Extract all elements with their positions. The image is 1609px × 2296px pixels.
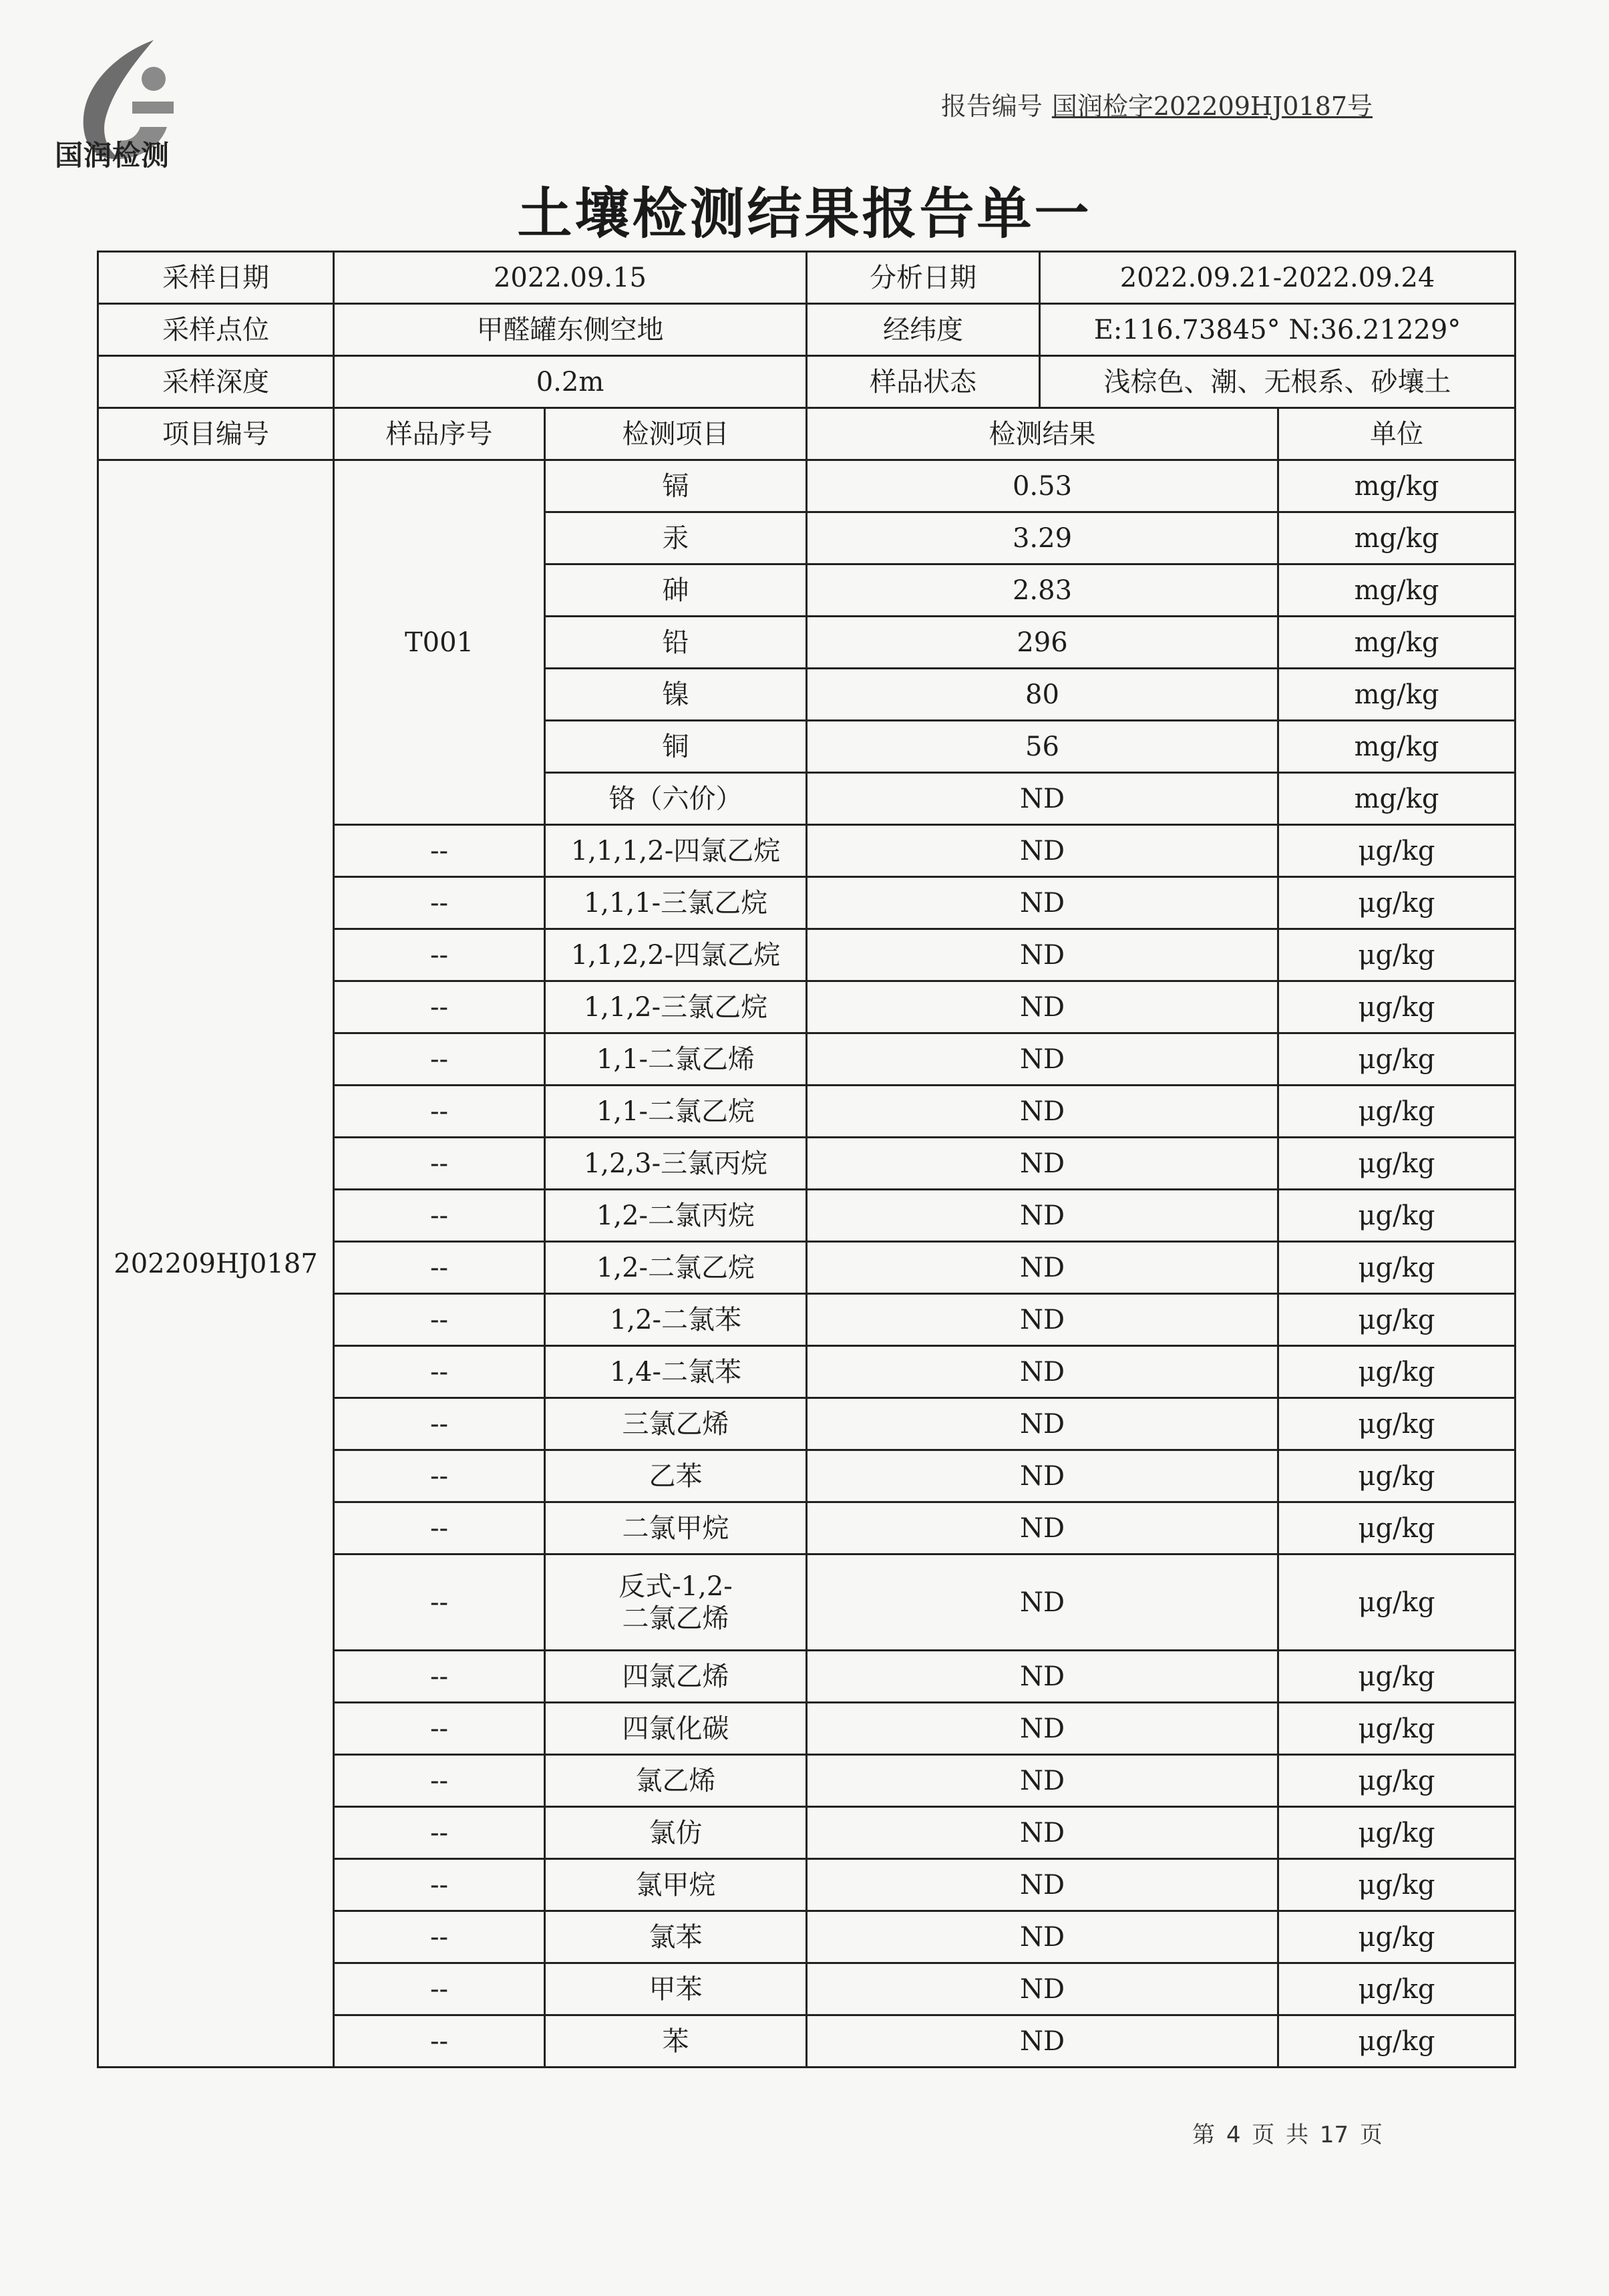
unit-cell: μg/kg xyxy=(1278,1651,1515,1703)
sample-number-cell: -- xyxy=(334,1502,545,1554)
item-cell: 汞 xyxy=(545,512,807,564)
unit-cell: μg/kg xyxy=(1278,1398,1515,1450)
unit-cell: mg/kg xyxy=(1278,773,1515,825)
unit-cell: μg/kg xyxy=(1278,981,1515,1033)
unit-cell: μg/kg xyxy=(1278,1807,1515,1859)
result-cell: 80 xyxy=(807,669,1278,721)
item-cell: 四氯化碳 xyxy=(545,1703,807,1755)
item-cell: 三氯乙烯 xyxy=(545,1398,807,1450)
footer-prefix: 第 xyxy=(1192,2122,1215,2148)
sample-number-cell: -- xyxy=(334,981,545,1033)
result-cell: ND xyxy=(807,1086,1278,1138)
location-label: 采样点位 xyxy=(98,304,334,356)
item-cell xyxy=(545,1554,807,1651)
item-cell: 1,1,1-三氯乙烷 xyxy=(545,877,807,929)
result-cell: ND xyxy=(807,2015,1278,2068)
unit-cell: μg/kg xyxy=(1278,929,1515,981)
item-cell: 乙苯 xyxy=(545,1450,807,1502)
result-cell: 296 xyxy=(807,617,1278,669)
result-cell: ND xyxy=(807,1502,1278,1554)
sample-number-cell: -- xyxy=(334,1963,545,2015)
sample-number-cell: -- xyxy=(334,1859,545,1911)
unit-cell: μg/kg xyxy=(1278,1502,1515,1554)
item-line: 反式-1,2- xyxy=(618,1571,733,1602)
result-cell: ND xyxy=(807,1703,1278,1755)
column-header-result: 检测结果 xyxy=(807,408,1278,460)
item-cell: 镍 xyxy=(545,669,807,721)
item-cell: 氯仿 xyxy=(545,1807,807,1859)
unit-cell: μg/kg xyxy=(1278,1859,1515,1911)
result-cell: ND xyxy=(807,1859,1278,1911)
result-cell: ND xyxy=(807,1911,1278,1963)
unit-cell: mg/kg xyxy=(1278,669,1515,721)
result-cell: ND xyxy=(807,877,1278,929)
sample-number-cell: -- xyxy=(334,1242,545,1294)
result-cell: ND xyxy=(807,773,1278,825)
sampling-date-label: 采样日期 xyxy=(98,252,334,304)
sample-number-cell: -- xyxy=(334,877,545,929)
result-cell: 2.83 xyxy=(807,564,1278,617)
result-cell: ND xyxy=(807,1294,1278,1346)
unit-cell: μg/kg xyxy=(1278,1138,1515,1190)
info-row-depth xyxy=(98,356,1515,408)
info-row-location xyxy=(98,304,1515,356)
report-number-label: 报告编号 xyxy=(940,92,1043,121)
column-header-item: 检测项目 xyxy=(545,408,807,460)
sample-number-cell: -- xyxy=(334,1138,545,1190)
analysis-date-value: 2022.09.21-2022.09.24 xyxy=(1040,252,1515,304)
coords-label: 经纬度 xyxy=(807,304,1040,356)
column-header-sample-no: 样品序号 xyxy=(334,408,545,460)
page-footer xyxy=(1192,2116,1383,2149)
result-cell: ND xyxy=(807,1554,1278,1651)
column-header-unit: 单位 xyxy=(1278,408,1515,460)
footer-text: 共 xyxy=(1286,2122,1309,2148)
result-cell: ND xyxy=(807,1346,1278,1398)
unit-cell: mg/kg xyxy=(1278,512,1515,564)
unit-cell: μg/kg xyxy=(1278,1963,1515,2015)
sample-number-cell: -- xyxy=(334,1755,545,1807)
result-cell: ND xyxy=(807,1807,1278,1859)
item-cell: 1,2-二氯苯 xyxy=(545,1294,807,1346)
depth-value: 0.2m xyxy=(334,356,807,408)
sample-number-cell: -- xyxy=(334,1911,545,1963)
footer-total-pages: 17 xyxy=(1319,2122,1349,2148)
item-cell: 1,1,2,2-四氯乙烷 xyxy=(545,929,807,981)
sample-number-cell: -- xyxy=(334,825,545,877)
item-cell: 氯乙烯 xyxy=(545,1755,807,1807)
result-cell: ND xyxy=(807,1190,1278,1242)
sample-number-cell: -- xyxy=(334,1346,545,1398)
item-cell: 1,1-二氯乙烯 xyxy=(545,1033,807,1086)
result-cell: ND xyxy=(807,1651,1278,1703)
footer-text: 页 xyxy=(1252,2122,1275,2148)
unit-cell: μg/kg xyxy=(1278,1755,1515,1807)
sample-number-cell: -- xyxy=(334,1398,545,1450)
unit-cell: μg/kg xyxy=(1278,1294,1515,1346)
result-cell: ND xyxy=(807,1242,1278,1294)
item-cell: 1,1,2-三氯乙烷 xyxy=(545,981,807,1033)
logo-text: 国润检测 xyxy=(55,139,170,172)
unit-cell: mg/kg xyxy=(1278,460,1515,512)
unit-cell: μg/kg xyxy=(1278,877,1515,929)
sampling-date-value: 2022.09.15 xyxy=(334,252,807,304)
item-cell: 二氯甲烷 xyxy=(545,1502,807,1554)
item-cell: 1,2,3-三氯丙烷 xyxy=(545,1138,807,1190)
result-cell: ND xyxy=(807,1398,1278,1450)
item-cell: 镉 xyxy=(545,460,807,512)
unit-cell: μg/kg xyxy=(1278,1190,1515,1242)
item-cell: 铬（六价） xyxy=(545,773,807,825)
unit-cell: μg/kg xyxy=(1278,825,1515,877)
item-line: 二氯乙烯 xyxy=(622,1603,729,1634)
item-cell: 甲苯 xyxy=(545,1963,807,2015)
footer-text: 页 xyxy=(1359,2122,1383,2148)
unit-cell: μg/kg xyxy=(1278,1703,1515,1755)
info-row-dates xyxy=(98,252,1515,304)
item-cell: 氯苯 xyxy=(545,1911,807,1963)
unit-cell: μg/kg xyxy=(1278,1450,1515,1502)
sample-number-cell: -- xyxy=(334,1190,545,1242)
report-number xyxy=(941,86,1373,122)
item-cell: 砷 xyxy=(545,564,807,617)
analysis-date-label: 分析日期 xyxy=(807,252,1040,304)
table-row xyxy=(98,460,1515,512)
report-number-value: 国润检字202209HJ0187号 xyxy=(1051,92,1373,121)
unit-cell: mg/kg xyxy=(1278,721,1515,773)
sample-number-cell: T001 xyxy=(334,460,545,825)
result-cell: ND xyxy=(807,1138,1278,1190)
state-label: 样品状态 xyxy=(807,356,1040,408)
sample-number-cell: -- xyxy=(334,2015,545,2068)
sample-number-cell: -- xyxy=(334,1033,545,1086)
item-cell: 苯 xyxy=(545,2015,807,2068)
item-cell: 1,1,1,2-四氯乙烷 xyxy=(545,825,807,877)
project-number-cell: 202209HJ0187 xyxy=(98,460,334,2068)
unit-cell: μg/kg xyxy=(1278,1242,1515,1294)
sample-number-cell: -- xyxy=(334,1807,545,1859)
results-table xyxy=(97,251,1516,2068)
item-cell: 四氯乙烯 xyxy=(545,1651,807,1703)
unit-cell: μg/kg xyxy=(1278,1346,1515,1398)
item-cell: 1,4-二氯苯 xyxy=(545,1346,807,1398)
item-cell: 1,1-二氯乙烷 xyxy=(545,1086,807,1138)
sample-number-cell: -- xyxy=(334,1703,545,1755)
result-cell: 0.53 xyxy=(807,460,1278,512)
result-cell: ND xyxy=(807,1755,1278,1807)
unit-cell: mg/kg xyxy=(1278,617,1515,669)
coords-value: E:116.73845° N:36.21229° xyxy=(1040,304,1515,356)
unit-cell: μg/kg xyxy=(1278,2015,1515,2068)
unit-cell: μg/kg xyxy=(1278,1911,1515,1963)
location-value: 甲醛罐东侧空地 xyxy=(334,304,807,356)
unit-cell: μg/kg xyxy=(1278,1033,1515,1086)
item-cell: 氯甲烷 xyxy=(545,1859,807,1911)
result-cell: ND xyxy=(807,981,1278,1033)
result-cell: ND xyxy=(807,1033,1278,1086)
sample-number-cell: -- xyxy=(334,1294,545,1346)
column-header-project-no: 项目编号 xyxy=(98,408,334,460)
sample-number-cell: -- xyxy=(334,1086,545,1138)
item-cell: 铜 xyxy=(545,721,807,773)
result-cell: ND xyxy=(807,1963,1278,2015)
item-cell: 铅 xyxy=(545,617,807,669)
result-cell: 3.29 xyxy=(807,512,1278,564)
unit-cell: mg/kg xyxy=(1278,564,1515,617)
sample-number-cell: -- xyxy=(334,929,545,981)
sample-number-cell: -- xyxy=(334,1450,545,1502)
unit-cell: μg/kg xyxy=(1278,1554,1515,1651)
unit-cell: μg/kg xyxy=(1278,1086,1515,1138)
result-cell: ND xyxy=(807,1450,1278,1502)
result-cell: ND xyxy=(807,929,1278,981)
depth-label: 采样深度 xyxy=(98,356,334,408)
page-title: 土壤检测结果报告单一 xyxy=(517,182,1092,246)
footer-page-number: 4 xyxy=(1226,2122,1241,2148)
result-cell: ND xyxy=(807,825,1278,877)
column-header-row xyxy=(98,408,1515,460)
item-cell: 1,2-二氯丙烷 xyxy=(545,1190,807,1242)
sample-number-cell: -- xyxy=(334,1554,545,1651)
state-value: 浅棕色、潮、无根系、砂壤土 xyxy=(1040,356,1515,408)
sample-number-cell: -- xyxy=(334,1651,545,1703)
item-cell: 1,2-二氯乙烷 xyxy=(545,1242,807,1294)
result-cell: 56 xyxy=(807,721,1278,773)
